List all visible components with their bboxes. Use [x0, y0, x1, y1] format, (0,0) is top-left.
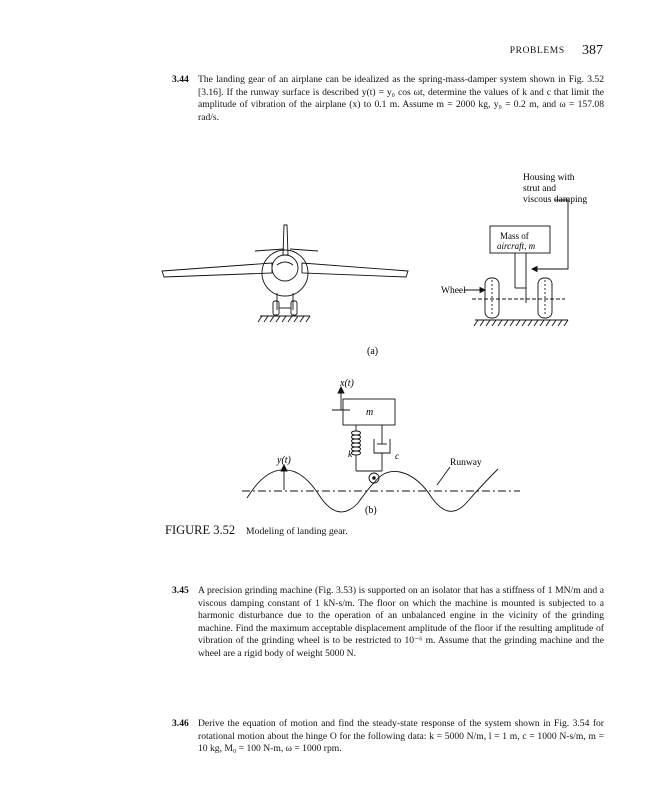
- problem-3-44: [172, 74, 604, 124]
- part-a-label: (a): [367, 346, 379, 357]
- problem-text: Derive the equation of motion and find the steady-state response of the system shown in Fig. 3.54 for rotational motion about the hinge O for the following data: k = 5000 N/m, l = 1 m, c = 1000 N-s/m, m = 10 kg, M₀ = 100 N-m, ω = 1000 rpm.: [198, 718, 604, 755]
- page-header: [510, 42, 603, 59]
- x-t-label: x(t): [340, 378, 354, 389]
- mass-m-label: m: [366, 407, 374, 418]
- airplane-front-view: [162, 225, 408, 322]
- runway-label: Runway: [450, 458, 482, 468]
- figure-caption: [165, 523, 348, 538]
- mass-label-line-2: aircraft, m: [497, 241, 536, 251]
- figure-caption-text: Modeling of landing gear.: [245, 526, 348, 537]
- mass-label-line-1: Mass of: [500, 231, 529, 241]
- y-t-label: y(t): [277, 455, 291, 466]
- problem-number: 3.45: [172, 585, 189, 596]
- housing-label-line-3: viscous damping: [523, 195, 588, 205]
- problem-text: The landing gear of an airplane can be idealized as the spring-mass-damper system shown in Fig. 3.52 [3.16]. If the runway surface is described y(t) = y₀ cos ωt, determine the values of k and c that limit the amplitude of vibration of the airplane (x) to 0.1 m. Assume m = 2000 kg, y₀ = 0.2 m, and ω = 157.08 rad/s.: [198, 74, 604, 123]
- part-b-label: (b): [365, 505, 377, 516]
- spring-mass-damper-model: [242, 387, 520, 512]
- problem-number: 3.46: [172, 718, 189, 729]
- problem-3-45: [172, 585, 604, 661]
- spring-k-label: k: [348, 450, 353, 460]
- landing-gear-detail: [464, 200, 568, 326]
- figure-label: FIGURE 3.52: [165, 523, 236, 537]
- problem-text: A precision grinding machine (Fig. 3.53) is supported on an isolator that has a stiffness of 1 MN/m and a viscous damping constant of 1 kN-s/m. The floor on which the machine is mounted is subjected to a harmonic disturbance due to the operation of an unbalanced engine in the vicinity of the grinding machine. Find the maximum acceptable displacement amplitude of the floor if the resulting amplitude of vibration of the grinding wheel is to be restricted to 10⁻⁶ m. Assume that the grinding machine and the wheel are a rigid body of weight 5000 N.: [198, 585, 604, 659]
- wheel-label: Wheel: [441, 286, 466, 296]
- housing-label-line-1: Housing with: [523, 173, 575, 183]
- damper-c-label: c: [395, 452, 400, 462]
- page-number: 387: [582, 43, 603, 58]
- problem-number: 3.44: [172, 74, 189, 85]
- figure-3-52: [160, 163, 620, 523]
- housing-label-line-2: strut and: [523, 184, 556, 194]
- section-title: PROBLEMS: [509, 46, 565, 56]
- problem-3-46: [172, 718, 604, 756]
